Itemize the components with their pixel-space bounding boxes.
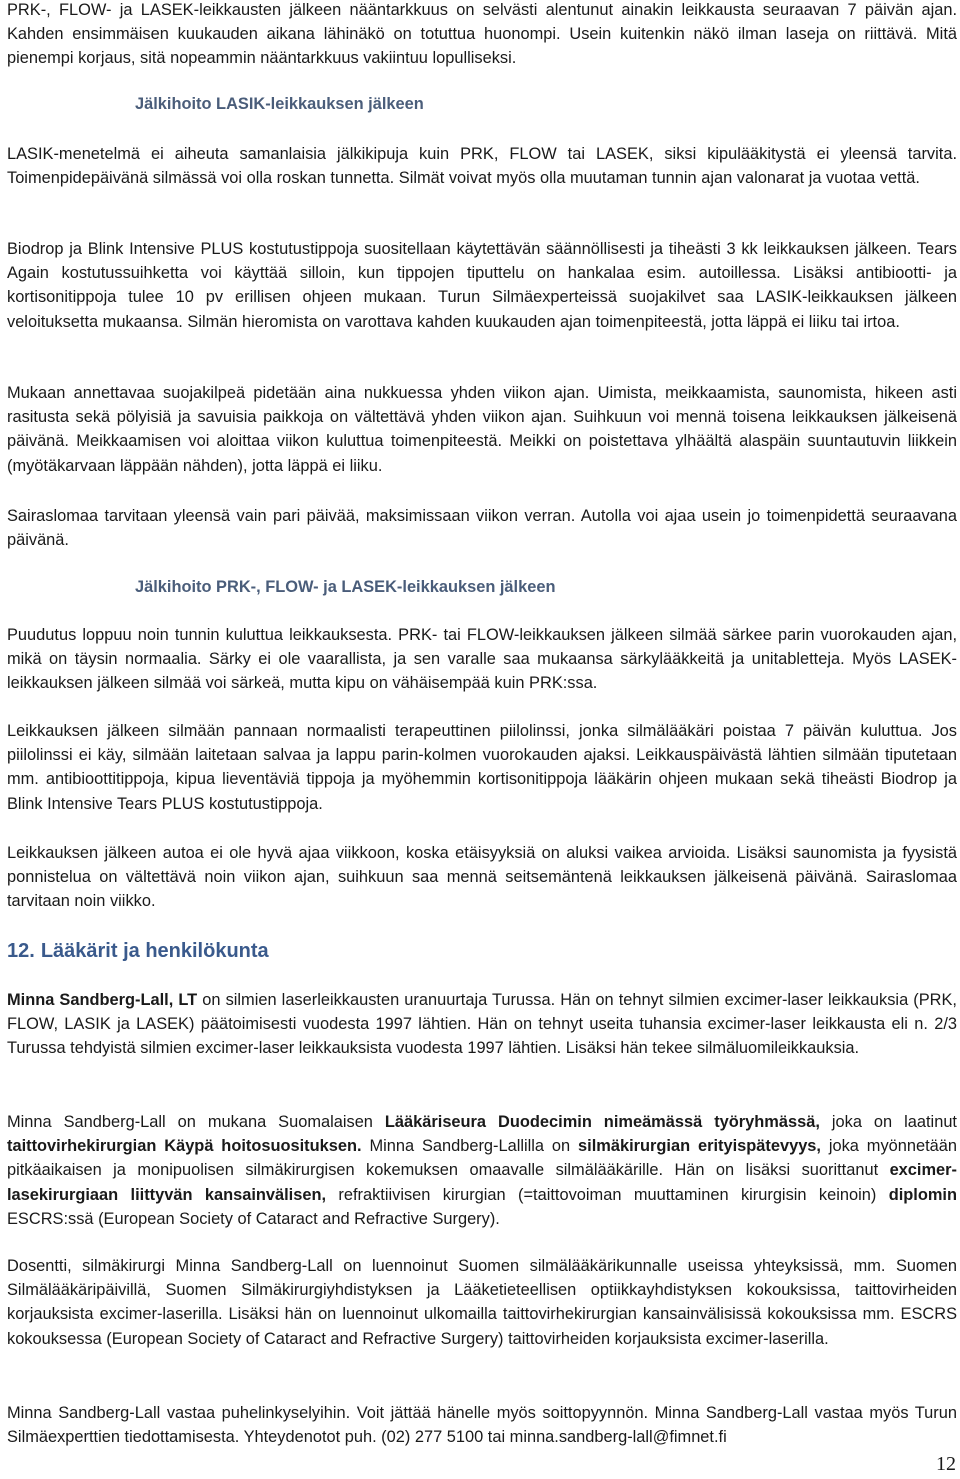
qual-bold-f: silmäkirurgian erityispätevyys, <box>578 1137 821 1156</box>
paragraph-lasik-pain: LASIK-menetelmä ei aiheuta samanlaisia jälkikipuja kuin PRK, FLOW tai LASEK, siksi kipulääkitystä ei yleensä tarvita. Toimenpidepäivänä silmässä voi olla roskan tunnetta. Silmät voivat myös olla muutaman tunnin ajan valonarat ja vuotaa vettä. <box>7 145 957 188</box>
paragraph-vision-recovery: PRK-, FLOW- ja LASEK-leikkausten jälkeen nääntarkkuus on selvästi alentunut ainakin leikkausta seuraavan 7 päivän ajan. Kahden ensimmäisen kuukauden aikana lähinäkö on totuttua huonompi. Usein kuitenkin näkö ilman laseja on riittävä. Mitä pienempi korjaus, sitä nopeammin nääntarkkuus vakiintuu lopulliseksi. <box>7 1 957 68</box>
qual-text-k: ESCRS:ssä (European Society of Cataract and Refractive Surgery). <box>7 1209 500 1228</box>
paragraph-lasik-shield: Mukaan annettavaa suojakilpeä pidetään aina nukkuessa yhden viikon ajan. Uimista, meikkaamista, saunomista, hikeen asti rasitusta sekä pölyisiä ja savuisia paikkoja on vältettävä yhden viikon ajan. Suihkuun voi mennä toisena leikkauksen jälkeisenä päivänä. Meikkaamisen voi aloittaa viikon kuluttua toimenpiteestä. Meikki on poistettava ylhäältä alaspäin suuntautuvin liikkein (myötäkarvaan läppään nähden), jotta läppä ei liiku. <box>7 384 957 475</box>
section-title: Lääkärit ja henkilökunta <box>40 940 269 962</box>
paragraph-lasik-drops: Biodrop ja Blink Intensive PLUS kostutustippoja suositellaan käytettävän säännöllisesti ja tiheästi 3 kk leikkauksen jälkeen. Tears Again kostutussuihketta voi käyttää silloin, kun tippojen tiputtelu on hankalaa esim. autoillessa. Lisäksi antibiootti- ja kortisonitippoja tulee 10 pv erillisen ohjeen mukaan. Turun Silmäexperteissä suojakilvet saa LASIK-leikkauksen jälkeen veloituksetta mukaansa. Silmän hieromista on varottava kahden kuukauden ajan toimenpiteestä, jotta läppä ei liiku tai irtoa. <box>7 240 957 331</box>
qual-text-g: joka myönnetään pitkäaikaisen ja monipuolisen silmäkirurgisen kokemuksen omaavalle silmälääkärille. Hän on lisäksi suorittanut <box>7 1137 958 1180</box>
qual-bold-j: diplomin <box>888 1185 957 1204</box>
paragraph-doctor-lectures: Dosentti, silmäkirurgi Minna Sandberg-Lall on luennoinut Suomen silmälääkärikunnalle useissa yhteyksissä, mm. Suomen Silmälääkäripäivillä, Suomen Silmäkirurgiyhdistyksen ja Lääketieteellisen optiikkayhdistyksen kokouksissa, taittovirheiden korjauksista excimer-laserilla. Lisäksi hän on luennoinut ulkomailla taittovirhekirurgian kansainvälisissä kokouksissa mm. ESCRS kokouksessa (European Society of Cataract and Refractive Surgery) taittovirheiden korjauksista excimer-laserilla. <box>7 1257 957 1348</box>
qual-text-a: Minna Sandberg-Lall on mukana Suomalaisen <box>7 1113 385 1131</box>
paragraph-doctor-intro <box>7 988 957 1061</box>
paragraph-doctor-qualifications <box>7 1110 957 1231</box>
qual-bold-b: Lääkäriseura Duodecimin nimeämässä työryhmässä, <box>384 1113 820 1131</box>
doctor-intro-text: on silmien laserleikkausten uranuurtaja Turussa. Hän on tehnyt silmien excimer-laser leikkauksia (PRK, FLOW, LASIK ja LASEK) päätoimisesti vuodesta 1997 lähtien. Hän on tehnyt useita tuhansia excimer-laser leikkausta eli n. 2/3 Turussa tehdyistä silmien excimer-laser leikkauksista vuodesta 1997 lähtien. Lisäksi hän tekee silmäluomileikkauksia. <box>7 991 957 1058</box>
subheading-prk-aftercare: Jälkihoito PRK-, FLOW- ja LASEK-leikkauksen jälkeen <box>135 578 556 596</box>
section-heading <box>7 938 269 964</box>
qual-bold-d: taittovirhekirurgian Käypä hoitosuosituksen. <box>7 1137 362 1156</box>
paragraph-contact: Minna Sandberg-Lall vastaa puhelinkyselyihin. Voit jättää hänelle myös soittopyynnön. Minna Sandberg-Lall vastaa myös Turun Silmäexperttien tiedottamisesta. Yhteydenotot puh. (02) 277 5100 tai minna.sandberg-lall@fimnet.fi <box>7 1404 957 1447</box>
page-number: 12 <box>936 1453 956 1475</box>
section-number: 12. <box>7 940 35 962</box>
qual-text-e: Minna Sandberg-Lallilla on <box>361 1137 579 1156</box>
paragraph-prk-pain: Puudutus loppuu noin tunnin kuluttua leikkauksesta. PRK- tai FLOW-leikkauksen jälkeen silmää särkee parin vuorokauden ajan, mikä on täysin normaalia. Särky ei ole vaarallista, ja sen varalle saa mukaansa särkylääkkeitä ja unitabletteja. Myös LASEK-leikkauksen jälkeen silmää voi särkeä, mutta kipu on vähäisempää kuin PRK:ssa. <box>7 626 957 693</box>
qual-text-i: refraktiivisen kirurgian (=taittovoiman muuttaminen kirurgisin keinoin) <box>326 1185 889 1204</box>
qual-bold-h: excimer-lasekirurgiaan liittyvän kansainvälisen, <box>7 1161 957 1204</box>
paragraph-lasik-sickleave: Sairaslomaa tarvitaan yleensä vain pari päivää, maksimissaan viikon verran. Autolla voi ajaa usein jo toimenpidettä seuraavana päivänä. <box>7 507 957 550</box>
qual-text-c: joka on laatinut <box>819 1113 957 1131</box>
doctor-name: Minna Sandberg-Lall, LT <box>7 991 198 1009</box>
paragraph-prk-lens: Leikkauksen jälkeen silmään pannaan normaalisti terapeuttinen piilolinssi, jonka silmälääkäri poistaa 7 päivän kuluttua. Jos piilolinssi ei käy, silmään laitetaan salvaa ja lappu parin-kolmen vuorokauden ajaksi. Leikkauspäivästä lähtien silmään tiputetaan mm. antibioottitippoja, kipua lieventäviä tippoja ja myöhemmin kortisonitippoja lääkärin ohjeen mukaan sekä tiheästi Biodrop ja Blink Intensive Tears PLUS kostutustippoja. <box>7 722 957 813</box>
paragraph-prk-driving: Leikkauksen jälkeen autoa ei ole hyvä ajaa viikkoon, koska etäisyyksiä on aluksi vaikea arvioida. Lisäksi saunomista ja fyysistä ponnistelua on vältettävä noin viikon ajan, suihkuun saa mennä seitsemäntenä leikkauksen jälkeisenä päivänä. Sairaslomaa tarvitaan noin viikko. <box>7 844 957 911</box>
subheading-lasik-aftercare: Jälkihoito LASIK-leikkauksen jälkeen <box>135 95 424 113</box>
